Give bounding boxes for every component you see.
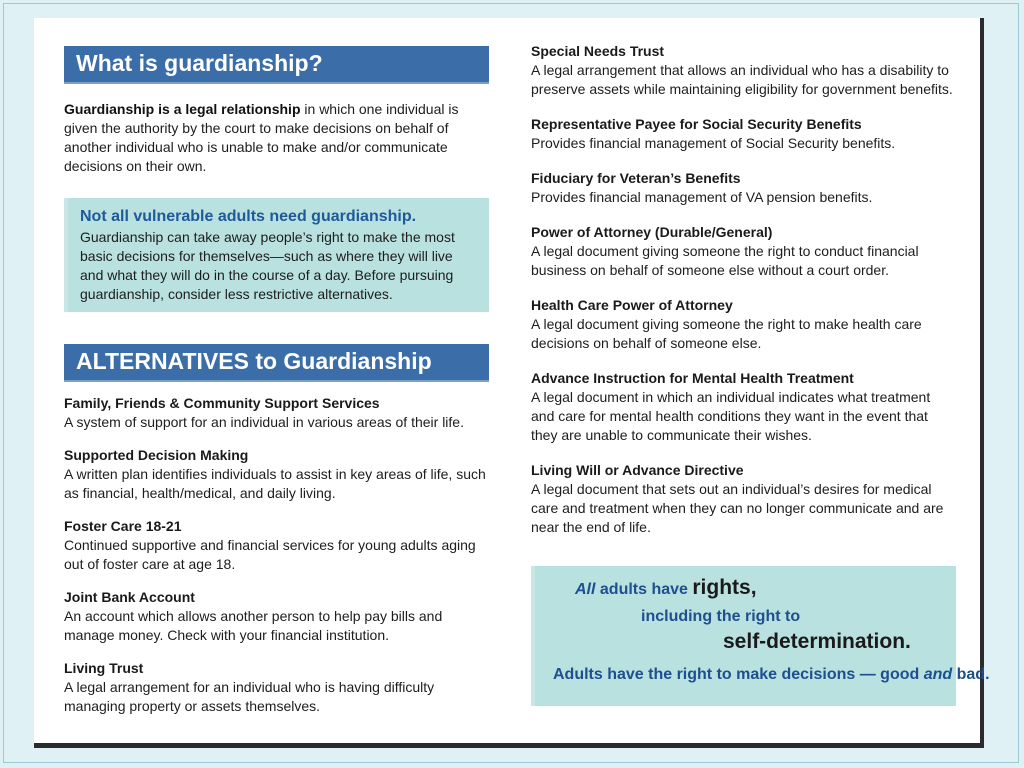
item-desc: A written plan identifies individuals to assist in key areas of life, such as financial, health/medical, and daily living. — [64, 466, 486, 501]
item-desc: A legal arrangement that allows an individual who has a disability to preserve assets while maintaining eligibility for government benefits. — [531, 62, 953, 97]
item-desc: A legal document giving someone the right to conduct financial business on behalf of someone else without a court order. — [531, 243, 919, 278]
list-item — [64, 394, 489, 432]
guardianship-intro — [64, 100, 489, 176]
item-title: Living Trust — [64, 660, 144, 676]
list-item — [531, 296, 956, 353]
item-title: Representative Payee for Social Security Benefits — [531, 116, 862, 132]
item-title: Special Needs Trust — [531, 43, 665, 59]
item-desc: A system of support for an individual in various areas of their life. — [64, 414, 464, 430]
rights-word: rights, — [692, 576, 757, 599]
rights-line4-a: Adults have the right to make decisions — good — [553, 666, 924, 683]
rights-line-1 — [575, 576, 757, 600]
list-item — [531, 461, 956, 537]
list-item — [64, 517, 489, 574]
list-item — [531, 169, 956, 207]
item-title: Foster Care 18-21 — [64, 518, 182, 534]
not-all-callout — [64, 198, 489, 312]
rights-adults-have: adults have — [595, 581, 693, 598]
item-title: Family, Friends & Community Support Services — [64, 395, 380, 411]
item-title: Fiduciary for Veteran’s Benefits — [531, 170, 741, 186]
item-desc: A legal arrangement for an individual who is having difficulty managing property or assets themselves. — [64, 679, 435, 714]
item-desc: A legal document giving someone the right to make health care decisions on behalf of someone else. — [531, 316, 922, 351]
rights-all: All — [575, 581, 596, 598]
item-desc: Provides financial management of VA pension benefits. — [531, 189, 873, 205]
item-desc: A legal document in which an individual indicates what treatment and care for mental health conditions they want in the event that they are unable to communicate their wishes. — [531, 389, 931, 443]
rights-self-determination: self-determination. — [723, 630, 911, 653]
intro-bold: Guardianship is a legal relationship — [64, 101, 301, 117]
item-title: Health Care Power of Attorney — [531, 297, 733, 313]
callout-title: Not all vulnerable adults need guardianship. — [80, 208, 417, 225]
list-item — [531, 223, 956, 280]
alternatives-list — [64, 394, 489, 716]
list-item — [64, 446, 489, 503]
item-desc: An account which allows another person to help pay bills and manage money. Check with your financial institution. — [64, 608, 443, 643]
brochure-page — [34, 18, 990, 748]
item-title: Supported Decision Making — [64, 447, 249, 463]
list-item — [531, 115, 956, 153]
rights-line-4 — [553, 666, 990, 684]
rights-line4-b: bad. — [952, 666, 990, 683]
right-column — [531, 42, 956, 537]
rights-including: including the right to — [641, 608, 801, 625]
left-column — [64, 46, 489, 730]
rights-line-3 — [723, 630, 911, 654]
item-title: Power of Attorney (Durable/General) — [531, 224, 773, 240]
item-title: Advance Instruction for Mental Health Treatment — [531, 370, 854, 386]
item-title: Living Will or Advance Directive — [531, 462, 744, 478]
intro-rest: in which one individual is given the authority by the court to make decisions on behalf of another individual who is unable to make and/or communicate decisions on their own. — [64, 101, 459, 174]
list-item — [531, 42, 956, 99]
item-desc: A legal document that sets out an individual’s desires for medical care and treatment when they can no longer communicate and are near the end of life. — [531, 481, 944, 535]
alternatives-heading: ALTERNATIVES to Guardianship — [64, 344, 489, 382]
item-desc: Continued supportive and financial services for young adults aging out of foster care at age 18. — [64, 537, 476, 572]
list-item — [64, 588, 489, 645]
callout-body: Guardianship can take away people’s right to make the most basic decisions for themselves—such as where they will live and what they will do in the course of a day. Before pursuing guardianship, consider less restrictive alternatives. — [80, 229, 455, 302]
item-desc: Provides financial management of Social Security benefits. — [531, 135, 896, 151]
rights-line4-and: and — [923, 666, 953, 683]
list-item — [531, 369, 956, 445]
list-item — [64, 659, 489, 716]
guardianship-heading: What is guardianship? — [64, 46, 489, 84]
rights-line-2 — [641, 608, 800, 626]
item-title: Joint Bank Account — [64, 589, 195, 605]
rights-callout — [531, 566, 990, 706]
